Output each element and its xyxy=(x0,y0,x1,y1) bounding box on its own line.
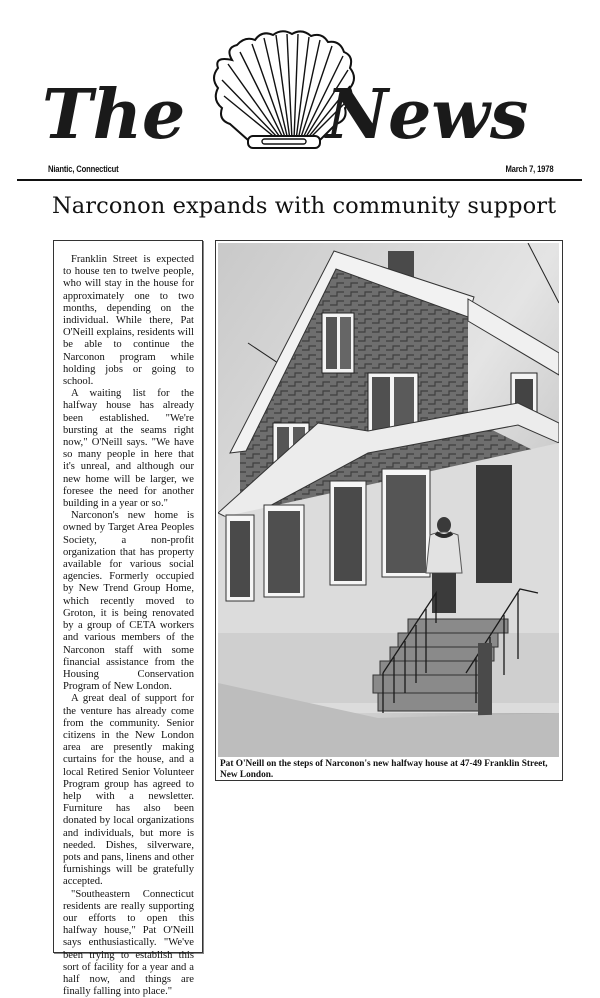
masthead xyxy=(0,0,600,170)
photo-caption: Pat O'Neill on the steps of Narconon's new halfway house at 47-49 Franklin Street, New London. xyxy=(220,759,548,780)
front-door xyxy=(476,465,512,583)
article-paragraph: A waiting list for the halfway house has already been established. "We're bursting at the seams right now," O'Neill says. "We have so many people in here that it's unreal, and although our new home will be larger, we foresee the need for another building in a year or so." xyxy=(63,388,194,510)
masthead-divider xyxy=(17,179,582,181)
logo-text-news: News xyxy=(326,75,529,155)
logo-text-the: The xyxy=(42,75,186,155)
newspaper-logo xyxy=(0,0,600,160)
article-headline: Narconon expands with community support xyxy=(52,193,557,219)
dateline-date: March 7, 1978 xyxy=(505,164,553,174)
dateline-location: Niantic, Connecticut xyxy=(48,164,119,174)
article-paragraph: Narconon's new home is owned by Target Area Peoples Society, a non-profit organization that has property available for various social agencies. Formerly occupied by New Trend Group Home, which recently moved to Groton, it is being renovated by a group of CETA workers and various members of the Narconon staff with some financial assistance from the Housing Conservation Program of New London. xyxy=(63,510,194,693)
article-paragraph: A great deal of support for the venture has already come from the community. Senior citizens in the New London area are presently making curtains for the house, and a local Retired Senior Volunteer Program group has agreed to help with a newsletter. Furniture has also been donated by local organizations and individuals, but more is needed. Dishes, silverware, pots and pans, linens and other furnishings will be gratefully accepted. xyxy=(63,693,194,888)
article-body xyxy=(53,240,203,998)
house-photo xyxy=(218,243,559,757)
photo-frame xyxy=(215,240,563,781)
article-paragraph: "Southeastern Connecticut residents are really supporting our efforts to open this halfway house," Pat O'Neill says enthusiastically. "We've been trying to establish this sort of facility for a year and a half now, and things are finally falling into place." xyxy=(63,888,194,998)
article-paragraph: Franklin Street is expected to house ten to twelve people, who will stay in the house for approximately one to two months, depending on the individual. While there, Pat O'Neill explains, residents will be able to continue the Narconon program while holding jobs or going to school. xyxy=(63,254,194,388)
